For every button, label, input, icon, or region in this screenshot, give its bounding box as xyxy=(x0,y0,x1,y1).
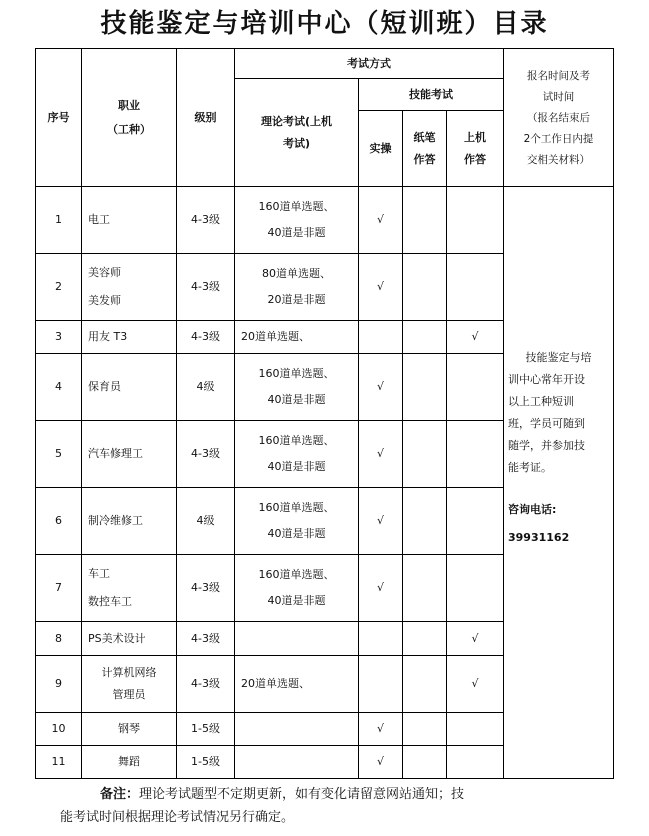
header-seq: 序号 xyxy=(36,49,82,187)
row-no: 10 xyxy=(36,713,82,746)
row-job: 电工 xyxy=(82,187,177,254)
computer-cell xyxy=(447,555,504,622)
computer-cell xyxy=(447,488,504,555)
row-level: 4-3级 xyxy=(177,321,235,354)
row-job xyxy=(82,555,177,622)
row-theory-line2: 20道是非题 xyxy=(267,293,326,306)
row-job: 钢琴 xyxy=(82,713,177,746)
header-skill-exam: 技能考试 xyxy=(359,79,504,111)
header-job-line1: 职业 xyxy=(118,98,140,112)
header-theory-line2: 考试) xyxy=(282,136,311,150)
row-theory: 20道单选题、 xyxy=(235,656,359,713)
row-theory-line2: 40道是非题 xyxy=(267,460,326,473)
row-theory-line1: 160道单选题、 xyxy=(258,367,335,380)
side-note-line3: 以上工种短训 xyxy=(508,395,574,408)
header-paper-line2: 作答 xyxy=(413,152,436,166)
paper-cell xyxy=(403,656,447,713)
header-job-line2: （工种） xyxy=(107,122,151,136)
paper-cell xyxy=(403,555,447,622)
row-job: 保育员 xyxy=(82,354,177,421)
header-reg-line5: 交相关材料） xyxy=(527,154,590,166)
row-job: PS美术设计 xyxy=(82,622,177,656)
practical-check: √ xyxy=(359,713,403,746)
footer-text-line2: 能考试时间根据理论考试情况另行确定。 xyxy=(60,810,295,825)
header-reg-line3: （报名结束后 xyxy=(527,112,590,124)
paper-cell xyxy=(403,713,447,746)
computer-check: √ xyxy=(447,622,504,656)
computer-cell xyxy=(447,354,504,421)
row-job xyxy=(82,656,177,713)
computer-check: √ xyxy=(447,321,504,354)
row-level: 1-5级 xyxy=(177,746,235,779)
row-no: 3 xyxy=(36,321,82,354)
computer-cell xyxy=(447,421,504,488)
row-theory xyxy=(235,713,359,746)
side-note-line4: 班，学员可随到 xyxy=(508,417,585,430)
row-theory xyxy=(235,187,359,254)
computer-cell xyxy=(447,254,504,321)
header-registration xyxy=(504,49,614,187)
header-computer-line1: 上机 xyxy=(464,130,486,144)
header-job xyxy=(82,49,177,187)
header-paper-line1: 纸笔 xyxy=(413,130,436,144)
computer-cell xyxy=(447,746,504,779)
phone-label: 咨询电话: xyxy=(508,503,557,516)
row-level: 4-3级 xyxy=(177,555,235,622)
practical-cell xyxy=(359,656,403,713)
row-job: 制冷维修工 xyxy=(82,488,177,555)
row-job-line2: 管理员 xyxy=(112,688,146,701)
row-level: 4-3级 xyxy=(177,622,235,656)
paper-cell xyxy=(403,187,447,254)
paper-cell xyxy=(403,488,447,555)
row-job: 舞蹈 xyxy=(82,746,177,779)
practical-cell xyxy=(359,321,403,354)
row-no: 1 xyxy=(36,187,82,254)
row-theory xyxy=(235,488,359,555)
row-no: 4 xyxy=(36,354,82,421)
side-note-line5: 随学，并参加技 xyxy=(508,439,585,452)
practical-check: √ xyxy=(359,187,403,254)
row-job: 汽车修理工 xyxy=(82,421,177,488)
row-level: 4-3级 xyxy=(177,421,235,488)
row-level: 1-5级 xyxy=(177,713,235,746)
row-theory-line1: 160道单选题、 xyxy=(258,200,335,213)
row-level: 4-3级 xyxy=(177,254,235,321)
row-theory-line1: 160道单选题、 xyxy=(258,501,335,514)
row-job-line2: 数控车工 xyxy=(88,595,132,608)
side-note xyxy=(504,187,614,779)
row-theory-line1: 160道单选题、 xyxy=(258,568,335,581)
row-job-line1: 美容师 xyxy=(88,266,121,279)
row-level: 4-3级 xyxy=(177,187,235,254)
row-no: 7 xyxy=(36,555,82,622)
row-level: 4级 xyxy=(177,354,235,421)
header-practical: 实操 xyxy=(359,111,403,187)
course-table xyxy=(35,48,614,779)
row-theory-line1: 80道单选题、 xyxy=(262,267,331,280)
row-job-line2: 美发师 xyxy=(88,294,121,307)
header-exam-method: 考试方式 xyxy=(235,49,504,79)
header-computer-line2: 作答 xyxy=(464,152,486,166)
row-theory xyxy=(235,354,359,421)
footer-text-line1: 理论考试题型不定期更新，如有变化请留意网站通知；技 xyxy=(139,787,465,802)
practical-check: √ xyxy=(359,421,403,488)
header-computer xyxy=(447,111,504,187)
computer-cell xyxy=(447,713,504,746)
row-theory-line1: 160道单选题、 xyxy=(258,434,335,447)
row-no: 9 xyxy=(36,656,82,713)
side-note-line6: 能考证。 xyxy=(508,461,552,474)
row-theory xyxy=(235,746,359,779)
header-reg-line4: 2个工作日内提 xyxy=(523,133,594,145)
row-theory-line2: 40道是非题 xyxy=(267,527,326,540)
row-theory xyxy=(235,254,359,321)
paper-cell xyxy=(403,746,447,779)
row-theory: 20道单选题、 xyxy=(235,321,359,354)
row-no: 6 xyxy=(36,488,82,555)
row-level: 4-3级 xyxy=(177,656,235,713)
footer-note xyxy=(60,783,600,829)
practical-check: √ xyxy=(359,746,403,779)
paper-cell xyxy=(403,254,447,321)
row-job-line1: 车工 xyxy=(88,567,110,580)
practical-check: √ xyxy=(359,354,403,421)
practical-cell xyxy=(359,622,403,656)
computer-check: √ xyxy=(447,656,504,713)
practical-check: √ xyxy=(359,555,403,622)
paper-cell xyxy=(403,354,447,421)
paper-cell xyxy=(403,321,447,354)
phone-number: 39931162 xyxy=(508,531,570,544)
footer-label: 备注： xyxy=(100,787,140,802)
header-level: 级别 xyxy=(177,49,235,187)
row-theory xyxy=(235,622,359,656)
row-theory xyxy=(235,555,359,622)
side-note-line1: 技能鉴定与培 xyxy=(525,351,592,364)
side-note-line2: 训中心常年开设 xyxy=(508,373,585,386)
row-theory-line2: 40道是非题 xyxy=(267,226,326,239)
row-job xyxy=(82,254,177,321)
page-title: 技能鉴定与培训中心（短训班）目录 xyxy=(100,9,549,39)
row-theory-line2: 40道是非题 xyxy=(267,393,326,406)
row-no: 5 xyxy=(36,421,82,488)
header-paper xyxy=(403,111,447,187)
row-job-line1: 计算机网络 xyxy=(101,666,157,679)
computer-cell xyxy=(447,187,504,254)
paper-cell xyxy=(403,421,447,488)
row-no: 8 xyxy=(36,622,82,656)
row-level: 4级 xyxy=(177,488,235,555)
row-job: 用友 T3 xyxy=(82,321,177,354)
practical-check: √ xyxy=(359,254,403,321)
header-theory-line1: 理论考试(上机 xyxy=(260,114,333,128)
row-no: 11 xyxy=(36,746,82,779)
header-reg-line1: 报名时间及考 xyxy=(527,70,590,82)
row-theory-line2: 40道是非题 xyxy=(267,594,326,607)
header-theory xyxy=(235,79,359,187)
row-no: 2 xyxy=(36,254,82,321)
practical-check: √ xyxy=(359,488,403,555)
table-row xyxy=(36,187,614,254)
paper-cell xyxy=(403,622,447,656)
row-theory xyxy=(235,421,359,488)
header-reg-line2: 试时间 xyxy=(542,91,575,103)
